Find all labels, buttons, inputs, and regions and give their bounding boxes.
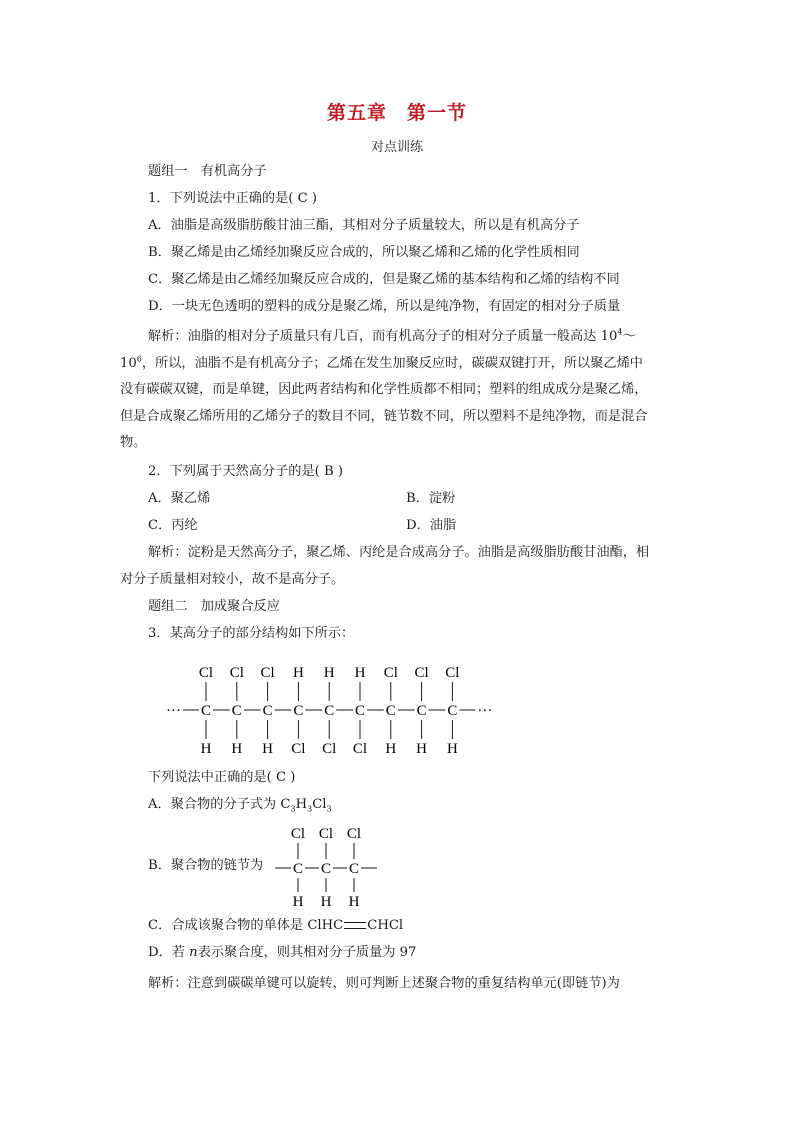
unit-carbon: C [320, 861, 332, 877]
q1-analysis-line-3: 没有碳碳双键，而是单键，因此两者结构和化学性质都不相同；塑料的组成成分是聚乙烯， [120, 382, 648, 398]
chain-bottom-label: Cl [352, 741, 368, 757]
q1-analysis-line-5: 物。 [120, 435, 147, 451]
q3-analysis-line-1: 解析：注意到碳碳单键可以旋转，则可判断上述聚合物的重复结构单元(即链节)为 [148, 976, 620, 991]
q1-option-d: D．一块无色透明的塑料的成分是聚乙烯，所以是纯净物，有固定的相对分子质量 [148, 299, 621, 314]
chain-top-label: Cl [229, 665, 244, 681]
repeat-unit-top-substituents [291, 826, 361, 842]
chain-carbon: C [262, 703, 273, 719]
chain-top-label: Cl [383, 665, 398, 681]
polymer-top-substituents [199, 665, 460, 681]
q3-option-b-label: B．聚合物的链节为 [148, 858, 264, 873]
chain-top-label: Cl [260, 665, 275, 681]
chain-top-label: H [323, 665, 335, 681]
q2-analysis-line-2: 对分子质量相对较小，故不是高分子。 [120, 572, 345, 587]
section-subtitle: 对点训练 [370, 140, 423, 155]
chain-carbon: C [324, 703, 335, 719]
chain-bottom-label: H [200, 741, 212, 757]
group1-title: 题组一 有机高分子 [148, 164, 267, 179]
chain-top-label: Cl [414, 665, 429, 681]
unit-bottom-label: H [348, 894, 360, 910]
chain-carbon: C [231, 703, 242, 719]
group2-title: 题组二 加成聚合反应 [148, 599, 280, 614]
unit-top-label: Cl [318, 826, 334, 842]
chapter-title: 第五章 第一节 [326, 102, 467, 124]
unit-bottom-label: H [320, 894, 332, 910]
unit-carbon: C [292, 861, 304, 877]
polymer-structure-diagram [150, 655, 510, 765]
chain-dots-right: ··· [477, 703, 493, 719]
polymer-backbone [166, 682, 492, 739]
q3-option-d: D．若 n表示聚合度，则其相对分子质量为 97 [148, 945, 417, 960]
q1-stem: 1．下列说法中正确的是( C ) [148, 191, 318, 206]
unit-bottom-label: H [292, 894, 304, 910]
repeat-unit-bottom-substituents [293, 894, 360, 910]
chain-carbon: C [447, 703, 458, 719]
chain-top-label: Cl [198, 665, 214, 681]
q3-stem: 3．某高分子的部分结构如下所示： [148, 626, 355, 641]
q3-option-a: A．聚合物的分子式为 $C_3H_3Cl_3$ [148, 797, 332, 814]
q2-stem: 2．下列属于天然高分子的是( B ) [148, 464, 344, 479]
q2-option-d: D．油脂 [406, 518, 457, 533]
chain-bottom-label: Cl [322, 741, 337, 757]
unit-top-label: Cl [290, 826, 306, 842]
chain-top-label: Cl [445, 665, 460, 681]
chain-dots-left: ··· [166, 703, 181, 719]
q1-analysis-line-4: 但是合成聚乙烯所用的乙烯分子的数目不同，链节数不同，所以塑料不是纯净物，而是混合 [120, 408, 648, 424]
double-bond-symbol [344, 922, 366, 929]
q1-analysis-line-2: $10^6$，所以，油脂不是有机高分子；乙烯在发生加聚反应时，碳碳双键打开，所以聚乙烯中 [120, 354, 643, 371]
q2-option-c: C．丙纶 [148, 518, 198, 533]
chain-carbon: C [416, 703, 427, 719]
chain-bottom-label: H [446, 741, 458, 757]
q3-question: 下列说法中正确的是( C ) [148, 770, 296, 785]
repeat-unit-diagram [270, 822, 380, 912]
polymer-bottom-substituents [201, 741, 458, 757]
chain-bottom-label: H [385, 741, 397, 757]
chain-bottom-label: H [231, 741, 243, 757]
chain-carbon: C [385, 703, 396, 719]
repeat-unit-backbone [275, 843, 377, 892]
unit-top-label: Cl [346, 826, 362, 842]
chain-carbon: C [354, 703, 366, 719]
chain-carbon: C [200, 703, 212, 719]
q2-analysis-line-1: 解析：淀粉是天然高分子，聚乙烯、丙纶是合成高分子。油脂是高级脂肪酸甘油酯，相 [148, 545, 650, 560]
q2-option-b: B．淀粉 [406, 491, 456, 506]
q1-analysis [120, 324, 676, 457]
chain-carbon: C [293, 703, 304, 719]
q1-option-c: C．聚乙烯是由乙烯经加聚反应合成的，但是聚乙烯的基本结构和乙烯的结构不同 [148, 272, 620, 287]
chain-bottom-label: Cl [291, 741, 306, 757]
q3-option-c: C．合成该聚合物的单体是 ClHC CHCl [148, 918, 404, 933]
unit-carbon: C [348, 861, 360, 877]
chain-top-label: H [292, 665, 304, 681]
chain-bottom-label: H [262, 741, 274, 757]
q1-option-a: A．油脂是高级脂肪酸甘油三酯，其相对分子质量较大，所以是有机高分子 [148, 218, 580, 233]
q2-option-a: A．聚乙烯 [148, 491, 211, 506]
q1-option-b: B．聚乙烯是由乙烯经加聚反应合成的，所以聚乙烯和乙烯的化学性质相同 [148, 245, 580, 260]
q1-analysis-line-1: 解析：油脂的相对分子质量只有几百，而有机高分子的相对分子质量一般高达 $10^4\sim$ [148, 327, 636, 344]
chain-top-label: H [354, 665, 366, 681]
chain-bottom-label: H [416, 741, 428, 757]
